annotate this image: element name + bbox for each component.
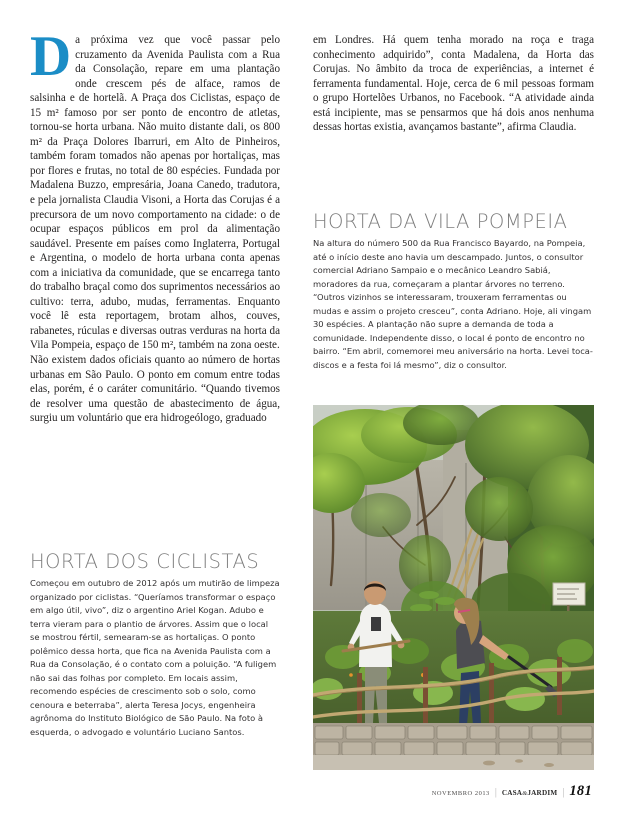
- paragraph-lead: a próxima vez que você passar pelo cruzamento da Avenida Paulista com a Rua da Consolação, repare em uma plantação onde crescem pés de alface, ramos de salsinha e de hortelã. A Praça dos Ciclistas, espaço de 15 m² famoso por ser ponto de encontro de atletas, tornou-se horta urbana. Não muito distante dali, os 800 m² da Praça Dolores Ibarruri, em Alto de Pinheiros, também foram tomados não apenas por hortaliças, mas por flores e frutas, no total de 80 espécies. Fundada por Madalena Buzzo, empresária, Joana Canedo, tradutora, e pela jornalista Claudia Visoni, a Horta das Corujas é a precursora de um novo comportamento na cidade: o de ocupar espaços públicos em prol da alimentação saudável. Presente em países como Inglaterra, Portugal e Argentina, o modelo de horta urbana conta apenas com a iniciativa da comunidade, que se encarrega tanto do trabalho braçal como dos suprimentos necessários ao cultivo: terra, adubo, mudas, ferramentas. Enquanto você lê esta reportagem, brotam alhos, couves, rabanetes, rúculas e diversas outras verduras na horta da Vila Pompeia, espaço de 150 m², também na zona oeste.: [30, 34, 280, 352]
- footer-separator-2: |: [562, 787, 565, 798]
- footer-brand-ampersand: &: [522, 790, 528, 797]
- page-footer: [432, 783, 592, 800]
- paragraph-continuation: em Londres. Há quem tenha morado na roça e traga conhecimento adquirido”, conta Madalena, da Horta das Corujas. No âmbito da troca de experiências, a internet é ferramenta fundamental. Hoje, cerca de 6 mil pessoas formam o grupo Hortelões Urbanos, no Facebook. “A atividade ainda está incipiente, mas se pensarmos que há dois anos nenhuma dessas hortas existia, avançamos bastante”, afirma Claudia.: [313, 34, 594, 134]
- article-photo: [313, 405, 594, 770]
- section-horta-da-vila-pompeia: [313, 210, 594, 372]
- section-horta-dos-ciclistas: [30, 550, 280, 739]
- drop-cap: D: [30, 25, 72, 88]
- section-heading-vila-pompeia: HORTA DA VILA POMPEIA: [313, 210, 568, 233]
- photo-illustration: [313, 405, 594, 770]
- section-heading-ciclistas: HORTA DOS CICLISTAS: [30, 550, 260, 573]
- section-body-vila-pompeia: Na altura do número 500 da Rua Francisco Bayardo, na Pompeia, até o início deste ano havia um descampado. Juntos, o consultor comercial Adriano Sampaio e o mecânico Leandro Sabiá, moradores da rua, começaram a plantar árvores no terreno. “Outros vizinhos se interessaram, trouxeram ferramentas ou mudas e assim o projeto cresceu”, conta Adriano. Hoje, ali vingam 30 espécies. A plantação não supre a demanda de toda a comunidade. Independente disso, o local é ponto de encontro no bairro. “Em abril, comemorei meu aniversário na horta. Levei toca-discos e a festa foi lá mesmo”, diz o consultor.: [313, 238, 593, 370]
- footer-issue-date: NOVEMBRO 2013: [431, 790, 490, 797]
- left-column: [30, 25, 280, 426]
- footer-brand: [502, 789, 558, 797]
- paragraph-two: Não existem dados oficiais quanto ao número de hortas urbanas em São Paulo. O ponto em comum entre todas elas, porém, é o caráter comunitário. “Quando tivemos de resolver uma questão de abastecimento de água, surgiu um voluntário que era hidrogeólogo, graduado: [30, 354, 280, 425]
- section-body-ciclistas: Começou em outubro de 2012 após um mutirão de limpeza organizado por ciclistas. “Queríamos transformar o espaço em algo útil, vivo”, diz o argentino Ariel Kogan. Adubo e terra vieram para o plantio de árvores. Assim que o local se mostrou fértil, semearam-se as hortaliças. O ponto polêmico dessa horta, que fica na Avenida Paulista com a Rua da Consolação, é o contato com a poluição. “A fuligem não sai das folhas por completo. Em locais assim, recomendo espécies de crescimento sob o solo, como cenoura e beterraba”, alerta Teresa Jocys, engenheira agrônoma do Instituto Biológico de São Paulo. Na foto à esquerda, o advogado e voluntário Luciano Santos.: [30, 578, 280, 737]
- footer-brand-part2: JARDIM: [527, 789, 558, 797]
- footer-separator-1: |: [494, 787, 497, 798]
- right-column: [313, 33, 594, 135]
- footer-brand-part1: CASA: [501, 789, 523, 797]
- footer-page-number: 181: [569, 783, 592, 799]
- lead-paragraph-block: [30, 25, 280, 353]
